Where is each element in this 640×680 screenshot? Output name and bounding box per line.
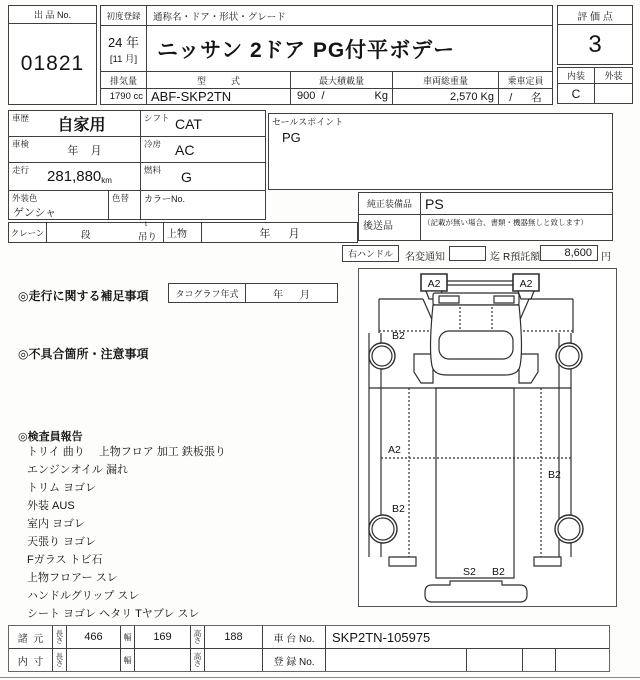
reg-extra-cell [556, 649, 609, 671]
rear-mark-s2: S2 [463, 566, 476, 578]
shift-label: シフト [144, 113, 170, 123]
info-table [8, 110, 266, 220]
reg-extra-cell [467, 649, 523, 671]
gross-weight-value: 2,570 Kg [393, 89, 499, 104]
inspector-line: 上物フロアー スレ [27, 572, 118, 584]
left-mud-flap [389, 557, 416, 566]
color-change-cell [109, 191, 141, 219]
tachograph-value: 年 月 [273, 289, 310, 301]
lot-number-label: 出 品 No. [9, 6, 96, 24]
first-reg-year: 24 年 [107, 35, 140, 50]
ext-color-label: 外装色 [12, 193, 38, 203]
windshield [439, 331, 513, 359]
inspector-line: 外装 AUS [27, 500, 75, 512]
front-left-wheel [369, 343, 395, 369]
inspector-line: Fガラス トビ石 [27, 554, 103, 566]
chassis-value: SKP2TN-105975 [326, 626, 609, 649]
tachograph-label: タコグラフ年式 [169, 284, 246, 302]
rhd-badge: 右ハンドル [342, 245, 399, 262]
width-value: 169 [135, 626, 191, 649]
length-label-text: 長さ [55, 628, 64, 645]
shift-cell [141, 111, 265, 137]
inspector-title: ◎検査員報告 [18, 431, 83, 443]
mirror-right-arm [518, 291, 534, 299]
cab-left-mark: B2 [392, 330, 405, 342]
reg-label: 登 録 No. [263, 649, 326, 671]
max-load-cell [291, 89, 393, 104]
fuel-value: G [181, 168, 192, 185]
score-value: 3 [588, 30, 602, 58]
inner-length-label-text: 長さ [55, 651, 64, 668]
first-reg-value [101, 26, 147, 72]
mileage-cell [9, 163, 141, 191]
later-label: 後送品 [363, 221, 393, 232]
rear-bumper [425, 581, 527, 602]
inner-length-value [67, 649, 121, 671]
displacement-label: 排気量 [101, 72, 147, 89]
right-mud-flap [534, 557, 561, 566]
cooling-cell [141, 137, 265, 163]
interior-grade: C [558, 84, 595, 103]
oem-value: PS [425, 195, 444, 212]
mirror-left-mark: A2 [427, 278, 441, 290]
inspector-line: トリイ 曲り 上物フロア 加工 鉄板張り [27, 446, 226, 458]
front-right-wheel [556, 343, 582, 369]
bed-floor [436, 388, 514, 578]
body-year-value: 年 月 [259, 227, 300, 240]
height-value: 188 [205, 626, 263, 649]
max-load-unit: Kg [374, 90, 388, 102]
inspection-label: 車検 [12, 139, 30, 149]
vehicle-header-table [100, 5, 553, 105]
first-reg-label: 初度登録 [101, 6, 147, 26]
deposit-label: R預託額 [503, 252, 541, 263]
inspection-cell [9, 137, 141, 163]
inner-width-label: 幅 [121, 649, 135, 671]
inner-length-label [53, 649, 67, 671]
history-value: 自家用 [57, 117, 106, 134]
inspector-line: エンジンオイル 漏れ [27, 464, 128, 476]
oem-row [358, 192, 613, 215]
history-cell [9, 111, 141, 137]
model-value: ABF-SKP2TN [147, 89, 291, 104]
ext-color-value: ゲンシャ [13, 207, 57, 219]
cooling-label: 冷房 [144, 139, 162, 149]
yen-label: 円 [601, 252, 611, 263]
mirror-right-mark: A2 [519, 278, 533, 290]
score-label: 評 価 点 [558, 6, 632, 25]
grade-box [557, 67, 633, 104]
mileage-note-title: ◎走行に関する補足事項 [18, 289, 149, 303]
dimensions-table [8, 625, 610, 672]
shift-value: CAT [175, 115, 202, 132]
inner-height-label [191, 649, 205, 671]
page-separator-line [0, 677, 640, 678]
reg-extra-cell [523, 649, 556, 671]
crane-row [8, 222, 358, 243]
inspector-line: シート ヨゴレ ヘタリ Tヤブレ スレ [27, 608, 200, 620]
height-label-text: 高さ [193, 628, 202, 645]
side-right-mark: B2 [548, 469, 561, 481]
color-change-label: 色替 [112, 193, 130, 203]
crane-label: クレーン [9, 223, 47, 242]
later-note-cell [421, 215, 612, 240]
sales-point-box [268, 113, 613, 190]
bed-left-mark: A2 [388, 444, 401, 456]
inspector-line: 天張り ヨゴレ [27, 536, 97, 548]
body-label: 上物 [164, 223, 202, 242]
truck-top-view [359, 269, 616, 606]
inner-height-label-text: 高さ [193, 651, 202, 668]
first-reg-month: [11 月] [109, 54, 138, 65]
displacement-value: 1790 cc [101, 89, 147, 104]
inspector-line: 室内 ヨゴレ [27, 518, 86, 530]
reg-value-cell [326, 649, 467, 671]
sales-point-value: PG [282, 130, 301, 145]
later-items-row [358, 214, 613, 241]
mileage-label: 走行 [12, 165, 30, 175]
damage-diagram-panel [358, 268, 617, 607]
mileage-unit: km [101, 175, 112, 185]
sales-point-label: セールスポイント [272, 117, 344, 127]
deposit-value: 8,600 [540, 245, 598, 261]
later-label-cell [359, 215, 421, 240]
defect-title: ◎不具合箇所・注意事項 [18, 347, 149, 361]
fuel-cell [141, 163, 265, 191]
capacity-value: / 名 [509, 91, 542, 104]
gross-weight-label: 車両総重量 [393, 72, 499, 89]
crane-dan-label: 段 [81, 230, 91, 241]
vehicle-name: ニッサン 2ドア PG付平ボデー [147, 26, 552, 72]
max-load-value: 900 / [297, 90, 325, 102]
inspector-line: ハンドルグリップ スレ [27, 590, 140, 602]
crane-tsuri-label: 吊り [137, 232, 157, 243]
left-quarter-panel [414, 354, 433, 383]
length-label [53, 626, 67, 649]
crane-spec-cell [47, 223, 164, 242]
spec-row-label: 諸 元 [9, 626, 53, 649]
name-change-label: 名変通知 [405, 252, 445, 263]
fuel-label: 燃料 [144, 165, 162, 175]
chassis-label: 車 台 No. [263, 626, 326, 649]
max-load-label: 最大積載量 [291, 72, 393, 89]
history-label: 車歴 [12, 113, 30, 123]
inner-height-value [205, 649, 263, 671]
mileage-value: 281,880 [47, 168, 102, 185]
interior-label: 内装 [558, 68, 595, 84]
oem-label: 純正装備品 [359, 193, 421, 214]
lot-number-box [8, 5, 97, 105]
name-header: 通称名・ドア・形状・グレード [147, 6, 552, 26]
crane-ton-label: t [145, 221, 147, 228]
color-no-label: カラーNo. [144, 194, 186, 204]
rear-mark-b2: B2 [492, 566, 505, 578]
later-note: （記載が無い場合、書類・機器無しと致します） [423, 218, 588, 227]
capacity-label: 乗車定員 [499, 72, 552, 89]
length-value: 466 [67, 626, 121, 649]
score-box [557, 5, 633, 65]
inspection-value: 年 月 [67, 144, 102, 157]
inspector-line: トリム ヨゴレ [27, 482, 97, 494]
width-label: 幅 [121, 626, 135, 649]
rear-right-wheel [555, 515, 583, 543]
cooling-value: AC [175, 141, 195, 158]
exterior-grade [595, 84, 632, 103]
tachograph-box [168, 283, 338, 303]
height-label [191, 626, 205, 649]
ext-color-cell [9, 191, 109, 219]
right-quarter-panel [519, 354, 538, 383]
exterior-label: 外装 [595, 68, 632, 84]
color-no-cell [141, 191, 265, 219]
name-change-field [449, 246, 486, 261]
lot-number-value: 01821 [20, 52, 85, 75]
inner-row-label: 内 寸 [9, 649, 53, 671]
rear-left-wheel [369, 515, 397, 543]
rear-left-mark: B2 [392, 503, 405, 515]
inner-width-value [135, 649, 191, 671]
model-label: 型 式 [147, 72, 291, 89]
made-label: 迄 [490, 252, 500, 263]
